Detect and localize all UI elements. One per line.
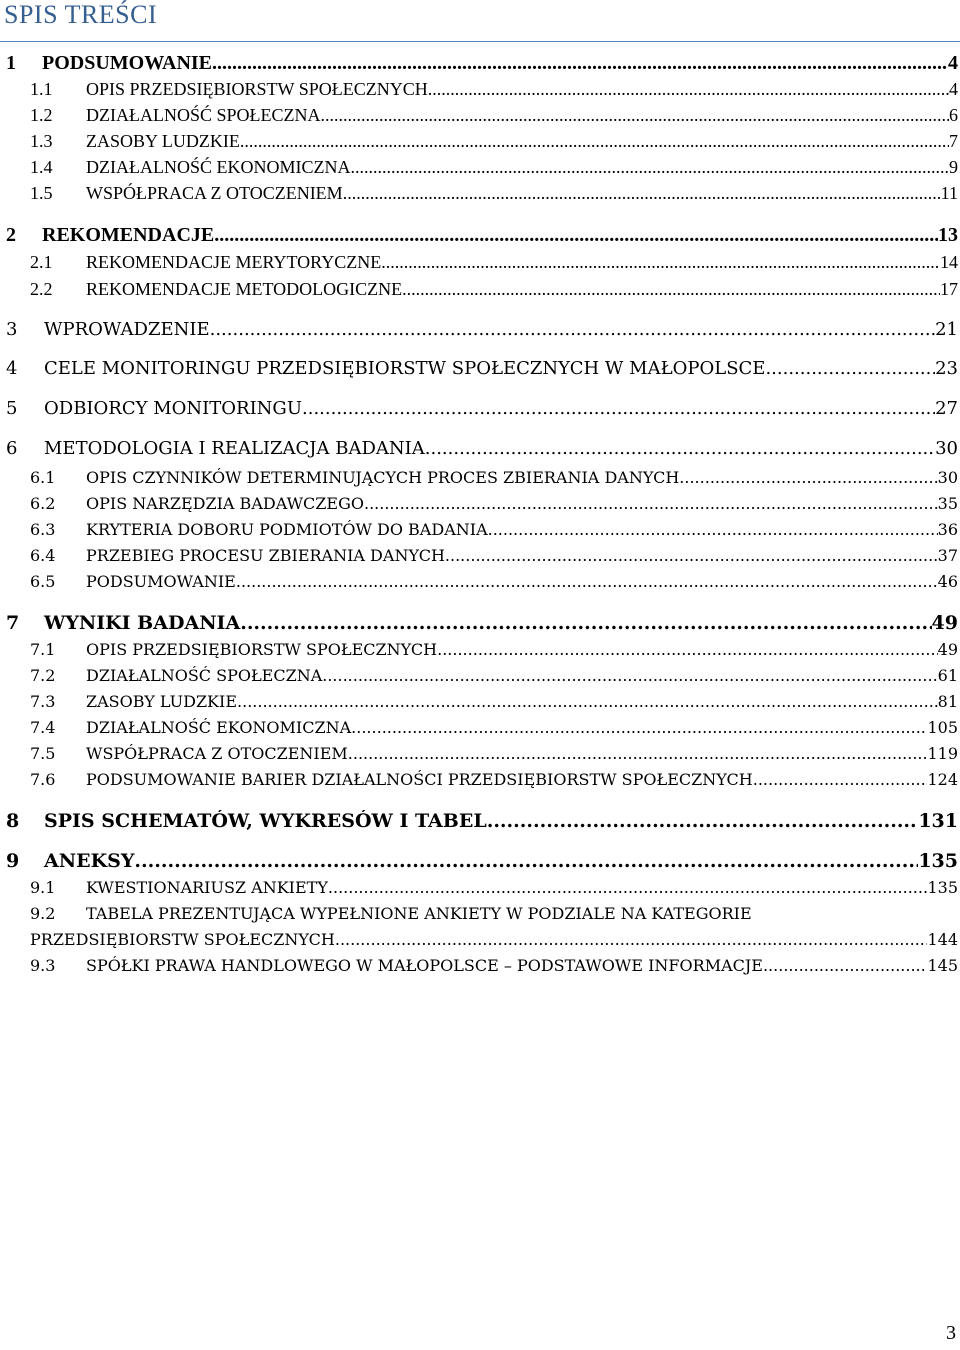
toc-entry-title: WSPÓŁPRACA Z OTOCZENIEM bbox=[86, 744, 348, 763]
toc-entry-title: PRZEBIEG PROCESU ZBIERANIA DANYCH bbox=[86, 546, 445, 565]
toc-entry-title: OPIS PRZEDSIĘBIORSTW SPOŁECZNYCH bbox=[86, 640, 438, 659]
toc-entry-page: 35 bbox=[937, 494, 958, 513]
dot-leader bbox=[679, 468, 937, 487]
toc-entry-page: 119 bbox=[927, 744, 958, 763]
toc-entry-page: 14 bbox=[940, 252, 958, 272]
toc-entry-number: 9 bbox=[6, 850, 20, 872]
toc-entry-page: 27 bbox=[935, 398, 958, 419]
toc-entry-title: TABELA PREZENTUJĄCA WYPEŁNIONE ANKIETY W PODZIALE NA KATEGORIE bbox=[86, 904, 752, 923]
toc-entry-1-5[interactable] bbox=[0, 183, 958, 211]
toc-entry-page: 13 bbox=[938, 224, 958, 246]
toc-entry-6-3[interactable] bbox=[0, 520, 958, 548]
toc-entry-9-3[interactable] bbox=[0, 956, 958, 984]
dot-leader bbox=[348, 744, 928, 763]
toc-entry-1-2[interactable] bbox=[0, 105, 958, 133]
toc-entry-6[interactable] bbox=[0, 438, 958, 466]
toc-entry-4[interactable] bbox=[0, 358, 958, 386]
toc-entry-page: 6 bbox=[949, 105, 958, 125]
dot-leader bbox=[212, 52, 948, 75]
dot-leader bbox=[302, 398, 935, 419]
toc-entry-title: OPIS NARZĘDZIA BADAWCZEGO bbox=[86, 494, 364, 513]
toc-entry-7-2[interactable] bbox=[0, 666, 958, 694]
toc-entry-1[interactable] bbox=[0, 52, 958, 80]
toc-entry-page: 30 bbox=[937, 468, 958, 487]
toc-entry-9-2-line2[interactable] bbox=[0, 930, 958, 958]
toc-entry-title: REKOMENDACJE bbox=[42, 224, 215, 246]
toc-entry-page: 37 bbox=[937, 546, 958, 565]
toc-entry-number: 8 bbox=[6, 810, 20, 832]
toc-entry-page: 21 bbox=[935, 319, 958, 340]
toc-entry-title: REKOMENDACJE METODOLOGICZNE bbox=[86, 279, 403, 299]
toc-entry-8[interactable] bbox=[0, 810, 958, 838]
dot-leader bbox=[437, 640, 938, 659]
dot-leader bbox=[364, 494, 938, 513]
toc-entry-6-4[interactable] bbox=[0, 546, 958, 574]
toc-entry-title: PODSUMOWANIE bbox=[42, 52, 213, 74]
dot-leader bbox=[753, 770, 928, 789]
dot-leader bbox=[351, 718, 927, 737]
toc-entry-6-5[interactable] bbox=[0, 572, 958, 600]
toc-entry-title: DZIAŁALNOŚĆ EKONOMICZNA bbox=[86, 157, 351, 177]
toc-entry-7-4[interactable] bbox=[0, 718, 958, 746]
toc-entry-page: 105 bbox=[927, 718, 958, 737]
toc-entry-page: 4 bbox=[948, 52, 958, 74]
toc-entry-title: REKOMENDACJE MERYTORYCZNE bbox=[86, 252, 382, 272]
toc-entry-number: 7.2 bbox=[30, 666, 56, 685]
toc-entry-title-continued: PRZEDSIĘBIORSTW SPOŁECZNYCH bbox=[30, 930, 335, 949]
toc-entry-title: SPÓŁKI PRAWA HANDLOWEGO W MAŁOPOLSCE – PODSTAWOWE INFORMACJE bbox=[86, 956, 763, 975]
toc-entry-number: 6.1 bbox=[30, 468, 56, 487]
toc-entry-title: METODOLOGIA I REALIZACJA BADANIA bbox=[44, 438, 425, 459]
toc-entry-page: 23 bbox=[935, 358, 958, 379]
dot-leader bbox=[240, 612, 931, 634]
toc-entry-title: ZASOBY LUDZKIE bbox=[86, 692, 238, 711]
toc-entry-7[interactable] bbox=[0, 612, 958, 640]
toc-entry-9[interactable] bbox=[0, 850, 958, 878]
toc-entry-number: 7.5 bbox=[30, 744, 56, 763]
toc-entry-title: DZIAŁALNOŚĆ SPOŁECZNA bbox=[86, 105, 321, 125]
dot-leader bbox=[237, 692, 938, 711]
toc-entry-page: 135 bbox=[927, 878, 958, 897]
dot-leader bbox=[765, 358, 935, 379]
toc-entry-page: 124 bbox=[927, 770, 958, 789]
dot-leader bbox=[763, 956, 927, 975]
toc-entry-number: 7.3 bbox=[30, 692, 56, 711]
page-number: 3 bbox=[946, 1322, 956, 1344]
toc-entry-title: WPROWADZENIE bbox=[44, 319, 210, 340]
dot-leader bbox=[445, 546, 938, 565]
toc-entry-title: KRYTERIA DOBORU PODMIOTÓW DO BADANIA bbox=[86, 520, 488, 539]
toc-entry-6-1[interactable] bbox=[0, 468, 958, 496]
toc-entry-page: 11 bbox=[940, 183, 958, 203]
toc-entry-number: 9.1 bbox=[30, 878, 56, 897]
toc-entry-number: 6.4 bbox=[30, 546, 56, 565]
toc-entry-number: 3 bbox=[6, 319, 18, 340]
dot-leader bbox=[134, 850, 918, 872]
toc-entry-number: 9.3 bbox=[30, 956, 56, 975]
toc-entry-2[interactable] bbox=[0, 224, 958, 252]
toc-entry-number: 9.2 bbox=[30, 904, 56, 923]
toc-entry-page: 49 bbox=[931, 612, 958, 634]
toc-entry-title: PODSUMOWANIE bbox=[86, 572, 236, 591]
dot-leader bbox=[328, 878, 928, 897]
dot-leader bbox=[488, 520, 938, 539]
dot-leader bbox=[321, 105, 949, 126]
toc-entry-page: 17 bbox=[940, 279, 958, 299]
toc-entry-title: OPIS PRZEDSIĘBIORSTW SPOŁECZNYCH bbox=[86, 79, 428, 99]
toc-entry-number: 1.2 bbox=[30, 105, 53, 125]
toc-entry-7-1[interactable] bbox=[0, 640, 958, 668]
toc-entry-title: WYNIKI BADANIA bbox=[44, 612, 241, 634]
toc-entry-number: 7 bbox=[6, 612, 20, 634]
toc-entry-1-4[interactable] bbox=[0, 157, 958, 185]
toc-entry-2-2[interactable] bbox=[0, 279, 958, 307]
toc-entry-number: 5 bbox=[6, 398, 18, 419]
dot-leader bbox=[350, 157, 949, 178]
toc-entry-title: SPIS SCHEMATÓW, WYKRESÓW I TABEL bbox=[44, 810, 487, 832]
toc-entry-number: 2.2 bbox=[30, 279, 53, 299]
toc-entry-title: ZASOBY LUDZKIE bbox=[86, 131, 240, 151]
toc-entry-7-3[interactable] bbox=[0, 692, 958, 720]
toc-entry-number: 6.5 bbox=[30, 572, 56, 591]
toc-entry-title: ODBIORCY MONITORINGU bbox=[44, 398, 302, 419]
toc-entry-number: 1 bbox=[6, 52, 16, 74]
toc-entry-2-1[interactable] bbox=[0, 252, 958, 280]
toc-entry-7-5[interactable] bbox=[0, 744, 958, 772]
toc-entry-number: 1.3 bbox=[30, 131, 53, 151]
toc-entry-number: 6.3 bbox=[30, 520, 56, 539]
toc-entry-1-3[interactable] bbox=[0, 131, 958, 159]
dot-leader bbox=[381, 252, 940, 273]
dot-leader bbox=[236, 572, 938, 591]
toc-entry-6-2[interactable] bbox=[0, 494, 958, 522]
toc-entry-number: 1.5 bbox=[30, 183, 53, 203]
dot-leader bbox=[214, 224, 938, 247]
dot-leader bbox=[402, 279, 940, 300]
toc-entry-number: 7.1 bbox=[30, 640, 56, 659]
toc-entry-number: 6 bbox=[6, 438, 18, 459]
toc-entry-title: PODSUMOWANIE BARIER DZIAŁALNOŚCI PRZEDSIĘBIORSTW SPOŁECZNYCH bbox=[86, 770, 753, 789]
toc-entry-page: 145 bbox=[927, 956, 958, 975]
toc-entry-title: KWESTIONARIUSZ ANKIETY bbox=[86, 878, 328, 897]
toc-heading: SPIS TREŚCI bbox=[4, 0, 158, 29]
toc-entry-page: 46 bbox=[937, 572, 958, 591]
toc-entry-title: ANEKSY bbox=[44, 850, 135, 872]
toc-entry-page: 135 bbox=[918, 850, 958, 872]
toc-entry-title: OPIS CZYNNIKÓW DETERMINUJĄCYCH PROCES ZBIERANIA DANYCH bbox=[86, 468, 680, 487]
toc-entry-3[interactable] bbox=[0, 319, 958, 347]
toc-entry-9-2-line1[interactable] bbox=[0, 904, 958, 923]
toc-entry-title: CELE MONITORINGU PRZEDSIĘBIORSTW SPOŁECZNYCH W MAŁOPOLSCE bbox=[44, 358, 766, 379]
toc-entry-number: 2 bbox=[6, 224, 16, 246]
toc-entry-number: 7.4 bbox=[30, 718, 56, 737]
dot-leader bbox=[335, 930, 928, 949]
dot-leader bbox=[487, 810, 919, 832]
toc-entry-7-6[interactable] bbox=[0, 770, 958, 798]
toc-entry-number: 7.6 bbox=[30, 770, 56, 789]
dot-leader bbox=[425, 438, 935, 459]
dot-leader bbox=[322, 666, 937, 685]
toc-entry-page: 49 bbox=[937, 640, 958, 659]
toc-entry-page: 7 bbox=[949, 131, 958, 151]
toc-entry-title: DZIAŁALNOŚĆ SPOŁECZNA bbox=[86, 666, 323, 685]
toc-entry-page: 144 bbox=[927, 930, 958, 949]
toc-entry-1-1[interactable] bbox=[0, 79, 958, 107]
toc-entry-page: 9 bbox=[949, 157, 958, 177]
toc-entry-title: DZIAŁALNOŚĆ EKONOMICZNA bbox=[86, 718, 352, 737]
dot-leader bbox=[210, 319, 935, 340]
toc-entry-5[interactable] bbox=[0, 398, 958, 426]
toc-entry-page: 36 bbox=[937, 520, 958, 539]
dot-leader bbox=[240, 131, 949, 152]
toc-entry-page: 131 bbox=[918, 810, 958, 832]
dot-leader bbox=[343, 183, 941, 204]
toc-entry-page: 30 bbox=[935, 438, 958, 459]
toc-entry-9-1[interactable] bbox=[0, 878, 958, 906]
toc-entry-page: 81 bbox=[937, 692, 958, 711]
toc-entry-number: 1.4 bbox=[30, 157, 53, 177]
toc-entry-title: WSPÓŁPRACA Z OTOCZENIEM bbox=[86, 183, 343, 203]
toc-entry-number: 6.2 bbox=[30, 494, 56, 513]
toc-entry-number: 4 bbox=[6, 358, 18, 379]
toc-entry-number: 1.1 bbox=[30, 79, 53, 99]
toc-entry-number: 2.1 bbox=[30, 252, 53, 272]
toc-entry-page: 61 bbox=[937, 666, 958, 685]
dot-leader bbox=[428, 79, 949, 100]
toc-entry-page: 4 bbox=[949, 79, 958, 99]
